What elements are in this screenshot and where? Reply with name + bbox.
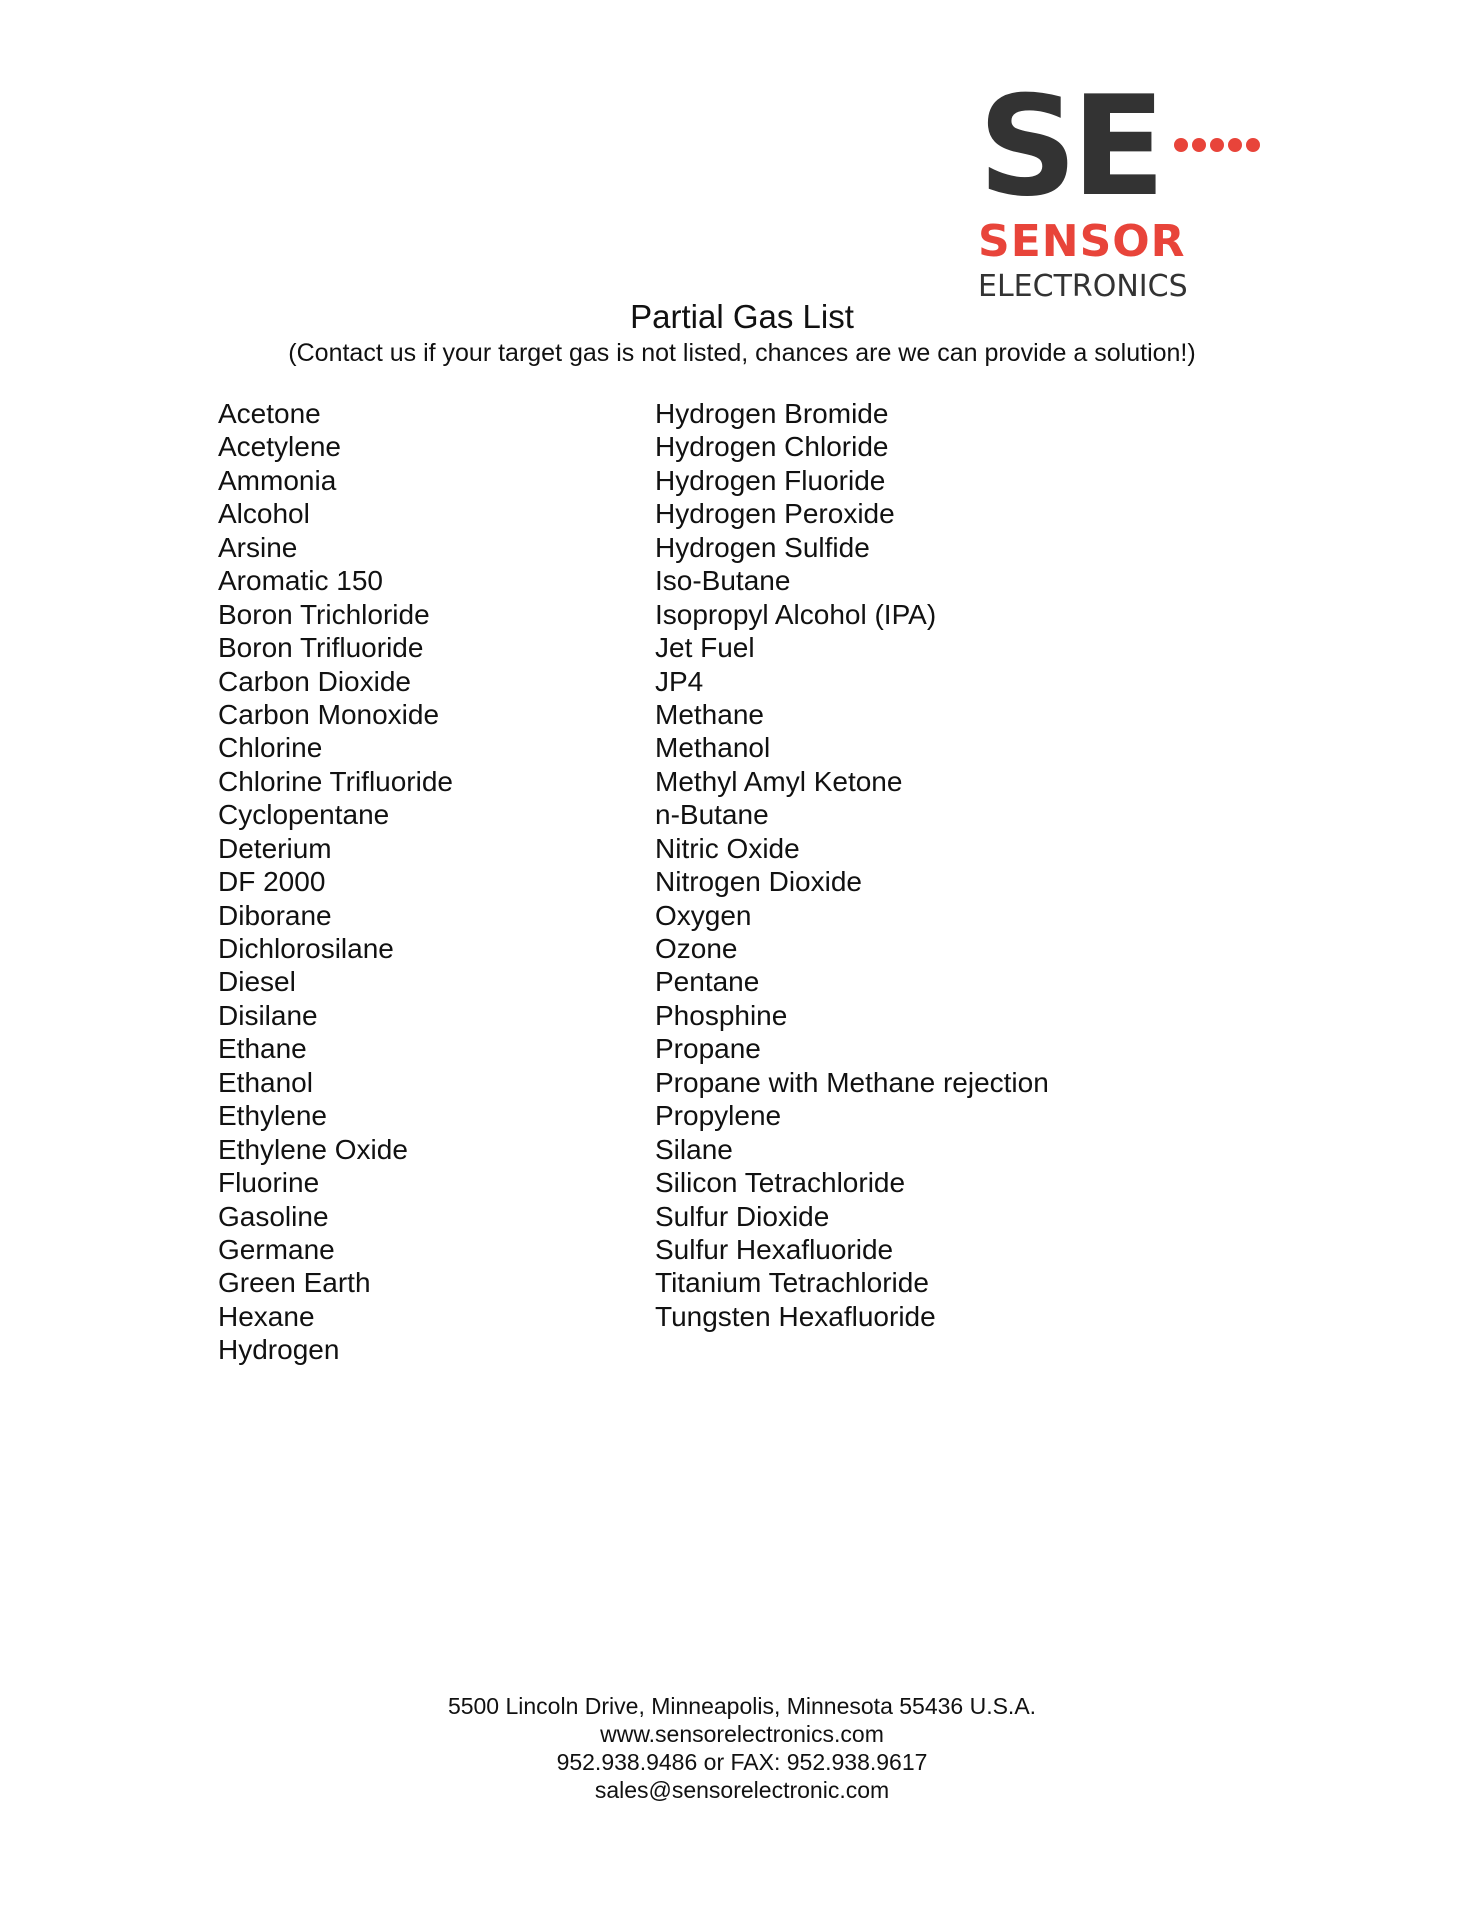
gas-list-item: Ethylene [218,1100,327,1132]
gas-list-item: JP4 [655,665,704,697]
gas-list-item: Isopropyl Alcohol (IPA) [655,598,937,630]
gas-list-item: Titanium Tetrachloride [655,1267,929,1299]
gas-list-item: Propane [655,1033,761,1065]
gas-list-item: Sulfur Dioxide [655,1200,830,1232]
gas-list-item: Boron Trifluoride [218,632,424,664]
gas-list-item: DF 2000 [218,866,326,898]
gas-list-item: Fluorine [218,1167,320,1199]
gas-list-item: Alcohol [218,498,310,530]
gas-list-item: Gasoline [218,1200,329,1232]
gas-list-item: Hydrogen Sulfide [655,531,870,563]
logo-dot [1228,138,1242,152]
gas-list-item: Diesel [218,966,296,998]
gas-list-item: Green Earth [218,1267,371,1299]
gas-list-item: Ethylene Oxide [218,1133,408,1165]
logo-dots [1174,138,1260,152]
gas-list-item: Ethane [218,1033,307,1065]
company-logo [978,84,1268,304]
gas-list-item: Hydrogen Chloride [655,431,889,463]
gas-list-item: Carbon Monoxide [218,698,440,730]
logo-dot [1192,138,1206,152]
logo-dot [1246,138,1260,152]
footer-address: 5500 Lincoln Drive, Minneapolis, Minnesota 55436 U.S.A. [447,1693,1037,1719]
footer-website[interactable]: www.sensorelectronics.com [600,1721,884,1747]
gas-list-item: Silane [655,1133,733,1165]
gas-list-item: Silicon Tetrachloride [655,1167,906,1199]
gas-list-item: Sulfur Hexafluoride [655,1233,894,1265]
gas-list-item: Methyl Amyl Ketone [655,765,903,797]
logo-electronics-text: ELECTRONICS [978,269,1188,304]
gas-list-item: Methanol [655,732,771,764]
gas-list-item: Tungsten Hexafluoride [655,1300,936,1332]
page-title: Partial Gas List [630,298,854,335]
gas-list-item: Propane with Methane rejection [655,1066,1049,1098]
page-subtitle: (Contact us if your target gas is not listed, chances are we can provide a solution!) [288,339,1196,367]
logo-dot [1210,138,1224,152]
gas-list-item: Hydrogen [218,1334,340,1366]
footer [0,1692,1484,1804]
gas-list-item: Acetylene [218,431,341,463]
gas-list-right [655,397,1049,1333]
gas-list-item: Hexane [218,1300,315,1332]
gas-list-item: Phosphine [655,999,788,1031]
gas-list-item: Acetone [218,398,321,429]
gas-list-item: Dichlorosilane [218,933,394,964]
gas-list-item: Diborane [218,899,332,931]
gas-list-item: Nitric Oxide [655,832,800,864]
gas-list-item: Hydrogen Fluoride [655,464,886,496]
gas-list-item: Arsine [218,531,298,563]
logo-se-letters: SE [978,84,1160,209]
gas-list-left [218,397,453,1367]
gas-list-item: Cyclopentane [218,799,390,831]
gas-list-item: Germane [218,1233,335,1265]
gas-list-item: Ozone [655,933,738,964]
gas-list-item: Methane [655,698,764,730]
footer-phone: 952.938.9486 or FAX: 952.938.9617 [556,1749,928,1775]
logo-dot [1174,138,1188,152]
gas-list-item: Hydrogen Bromide [655,398,889,429]
gas-list-item: Nitrogen Dioxide [655,866,862,898]
gas-list-item: Pentane [655,966,760,998]
gas-list-item: Chlorine [218,732,323,764]
gas-list-item: Aromatic 150 [218,565,383,597]
gas-list-item: Boron Trichloride [218,598,430,630]
gas-list-item: Propylene [655,1100,782,1132]
gas-list-item: Oxygen [655,899,752,931]
gas-list-item: Jet Fuel [655,632,755,664]
gas-list-item: Disilane [218,999,318,1031]
gas-list-item: n-Butane [655,799,769,831]
gas-list-item: Ammonia [218,464,337,496]
gas-list-item: Ethanol [218,1066,313,1098]
logo-sensor-text: SENSOR [978,216,1186,267]
gas-list-item: Iso-Butane [655,565,791,597]
gas-list-item: Deterium [218,832,332,864]
gas-list-item: Chlorine Trifluoride [218,765,453,797]
gas-list-item: Hydrogen Peroxide [655,498,895,530]
gas-list-item: Carbon Dioxide [218,665,411,697]
footer-email[interactable]: sales@sensorelectronic.com [594,1777,890,1803]
